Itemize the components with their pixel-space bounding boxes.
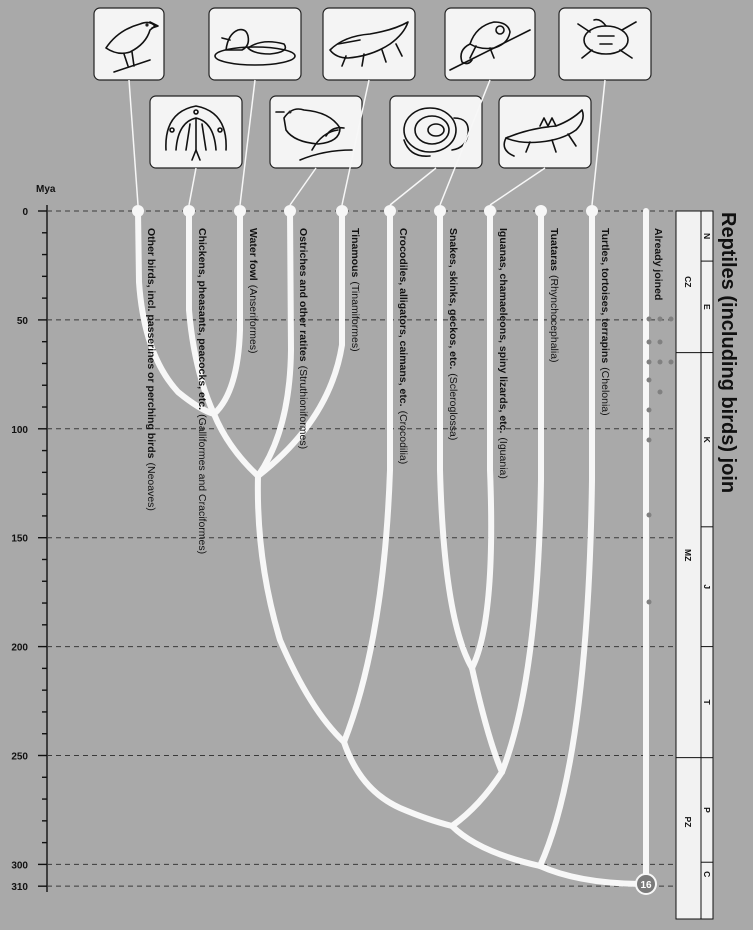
branch-neognath-stem bbox=[214, 414, 258, 476]
ratite-icon bbox=[270, 96, 362, 168]
period-label: K bbox=[702, 436, 712, 443]
taxon-labels bbox=[145, 228, 664, 554]
period-label: E bbox=[702, 303, 712, 310]
geologic-scale-frame bbox=[676, 211, 713, 919]
branch-archosaur-stem bbox=[344, 742, 452, 826]
period-label: N bbox=[702, 232, 712, 240]
axis-title: Mya bbox=[36, 184, 56, 195]
tip-node bbox=[183, 205, 195, 217]
branch-lepidosaur-stem bbox=[452, 772, 502, 826]
branch-waterfowl bbox=[214, 211, 240, 414]
taxon-label: Snakes, skinks, geckos, etc.(Scleroglossa) bbox=[447, 228, 459, 441]
chameleon-icon bbox=[445, 8, 535, 80]
duck-icon bbox=[209, 8, 301, 80]
taxon-label: Other birds, incl. passerines or perching birds(Neoaves) bbox=[145, 228, 157, 511]
branch-iguanas bbox=[472, 211, 491, 668]
already-joined-dots bbox=[647, 317, 674, 605]
tip-node bbox=[336, 205, 348, 217]
taxon-label: Tuataras(Rhynchocephalia) bbox=[548, 228, 560, 363]
step-badge-number: 16 bbox=[640, 880, 652, 891]
period-label: J bbox=[702, 584, 712, 590]
tip-node bbox=[535, 205, 547, 217]
tick-label: 300 bbox=[11, 860, 28, 872]
tick-label: 310 bbox=[11, 882, 28, 894]
chart-title: Reptiles (including birds) join bbox=[717, 212, 739, 494]
tip-node bbox=[132, 205, 144, 217]
tick-label: 200 bbox=[11, 642, 28, 654]
taxon-label: Chickens, pheasants, peacocks, etc.(Galliformes and Craciformes) bbox=[196, 228, 208, 555]
snake-icon bbox=[390, 96, 482, 168]
era-label: CZ bbox=[683, 276, 693, 288]
axis-ticks bbox=[11, 207, 47, 893]
tick-label: 50 bbox=[16, 315, 28, 327]
taxon-label: Turtles, tortoises, terrapins(Chelonia) bbox=[599, 228, 611, 416]
peacock-icon bbox=[150, 96, 242, 168]
taxon-label: Tinamous(Tinamiformes) bbox=[349, 228, 361, 352]
crocodile-icon bbox=[323, 8, 415, 80]
taxon-label: Iguanas, chamaeleons, spiny lizards, etc.(Iguania) bbox=[497, 228, 509, 479]
period-label: T bbox=[702, 699, 712, 705]
branch-ostriches bbox=[258, 211, 291, 476]
phylogenetic-tree bbox=[132, 205, 646, 884]
icon-row-top bbox=[94, 8, 651, 80]
tick-label: 150 bbox=[11, 533, 28, 545]
tip-node bbox=[234, 205, 246, 217]
branch-turtles bbox=[540, 211, 592, 866]
songbird-icon bbox=[94, 8, 164, 80]
taxon-label: Crocodiles, alligators, caimans, etc.(Crocodilia) bbox=[397, 228, 409, 465]
tick-label: 0 bbox=[22, 207, 28, 218]
branch-reptile-stem bbox=[540, 866, 646, 884]
period-label: P bbox=[702, 807, 712, 813]
tick-label: 100 bbox=[11, 424, 28, 436]
tip-node bbox=[434, 205, 446, 217]
tick-label: 250 bbox=[11, 751, 28, 763]
era-label: MZ bbox=[683, 548, 693, 562]
taxon-label: Ostriches and other ratites(Struthioniformes) bbox=[297, 228, 309, 450]
iguana-icon bbox=[499, 96, 591, 168]
period-label: C bbox=[702, 871, 712, 878]
branch-bird-stem bbox=[258, 476, 344, 742]
era-label: PZ bbox=[683, 816, 693, 828]
tip-node bbox=[484, 205, 496, 217]
step-badge bbox=[636, 874, 656, 894]
turtle-icon bbox=[559, 8, 651, 80]
branch-squamate-stem bbox=[472, 668, 502, 772]
already-joined-label: Already joined bbox=[652, 228, 664, 301]
taxon-label: Water fowl(Anseriformes) bbox=[247, 228, 259, 354]
tip-node bbox=[586, 205, 598, 217]
icon-row-bottom bbox=[150, 96, 591, 168]
branch-diapsid-stem bbox=[452, 826, 540, 866]
tip-node bbox=[384, 205, 396, 217]
geologic-time-scale bbox=[676, 211, 713, 919]
tip-node bbox=[284, 205, 296, 217]
